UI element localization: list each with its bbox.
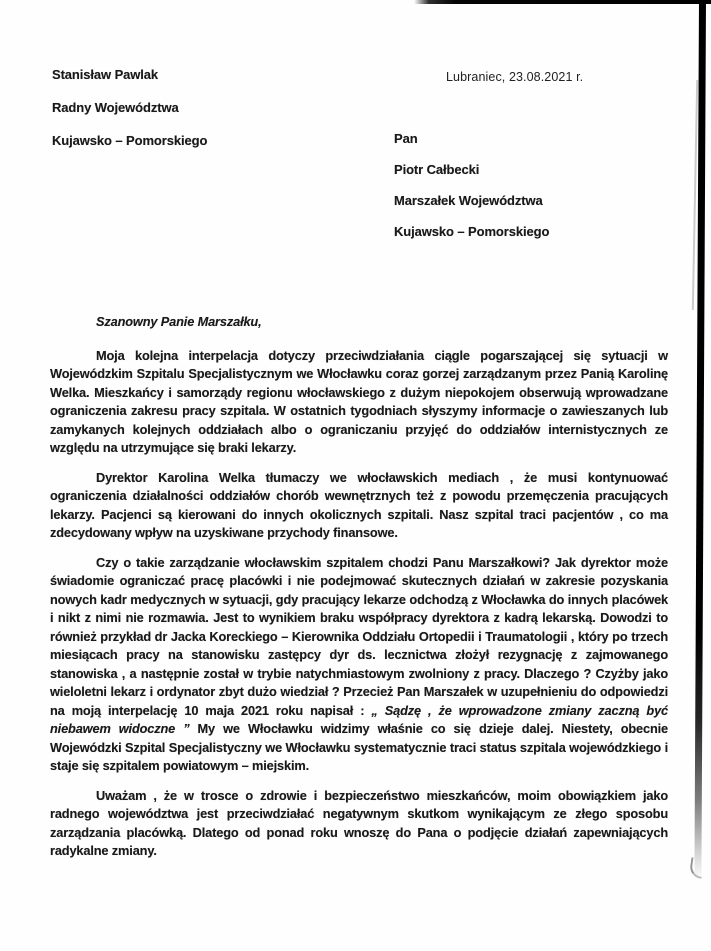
paragraph-3-continuation: My we Włocławku widzimy właśnie co się dzieje dalej. Niestety, obecnie Wojewódzki Szpital Specjalistyczny we Włocławku systematycznie traci status szpitala wojewódzkiego i staje się szpitalem powiatowym – miejskim. — [50, 721, 669, 773]
scan-right-edge-tail-artifact — [689, 857, 705, 879]
sender-name: Stanisław Pawlak — [52, 67, 159, 82]
paragraph-2: Dyrektor Karolina Welka tłumaczy we włocławskich mediach , że musi kontynuować ograniczenia działalności oddziałów chorób wewnętrznych też z powodu przemęczenia pracujących lekarzy. Pacjenci są kierowani do innych okolicznych szpitali. Nasz szpital traci pacjentów , co ma zdecydowany wpływ na uzyskiwane przychody finansowe. — [50, 469, 668, 540]
paragraph-3-text: Czy o takie zarządzanie włocławskim szpitalem chodzi Panu Marszałkowi? Jak dyrektor może świadomie ograniczać pracę placówki i nie podejmować skutecznych działań w zakresie pozyskania nowych kadr medycznych w sytuacji, gdy pracujący lekarze odchodzą z Włocławka do innych placówek i nikt z nimi nie rozmawia. Jest to wynikiem braku współpracy dyrektora z kadrą lekarską. Dowodzi to również przykład dr Jacka Koreckiego – Kierownika Oddziału Ortopedii i Traumatologii , który po trzech miesiącach pracy na stanowisku zastępcy dyr ds. lecznictwa złożył rezygnację z zajmowanego stanowiska , a następnie został w trybie natychmiastowym zwolniony z pracy. Dlaczego ? Czyżby jako wieloletni lekarz i ordynator zbyt dużo wiedział ? Przecież Pan Marszałek w uzupełnieniu do odpowiedzi na moją interpelację 10 maja 2021 roku napisał : — [50, 554, 668, 718]
recipient-role-line1: Marszałek Województwa — [394, 193, 543, 208]
paragraph-4: Uważam , że w trosce o zdrowie i bezpieczeństwo mieszkańców, moim obowiązkiem jako radnego województwa jest przeciwdziałać negatywnym skutkom wynikającym ze złego sposobu zarządzania placówką. Dlatego od ponad roku wnoszę do Pana o podjęcie działań zapewniających radykalne zmiany. — [50, 787, 668, 858]
paragraph-1: Moja kolejna interpelacja dotyczy przeciwdziałania ciągle pogarszającej się sytuacji w Wojewódzkim Szpitalu Specjalistycznym we Włocławku coraz gorzej zarządzanym przez Panią Karolinę Welka. Mieszkańcy i samorządy regionu włocławskiego z dużym niepokojem obserwują wprowadzane ograniczenia zakresu pracy szpitala. W ostatnich tygodniach słyszymy informacje o zawieszanych lub zamykanych kolejnych oddziałach albo o ograniczaniu przyjęć do oddziałów internistycznych ze względu na utrzymujące się braki lekarzy. — [50, 347, 668, 455]
sender-role-line1: Radny Województwa — [52, 100, 179, 115]
recipient-honorific: Pan — [394, 131, 418, 146]
sender-block — [52, 67, 207, 166]
paragraph-3-quote: „ Sądzę , że wprowadzone zmiany zaczną być niebawem widoczne ” — [50, 702, 669, 736]
sender-role-line2: Kujawsko – Pomorskiego — [52, 133, 208, 148]
recipient-role-line2: Kujawsko – Pomorskiego — [394, 224, 550, 239]
letter-body — [50, 313, 668, 872]
scan-top-edge-artifact — [414, 0, 711, 4]
recipient-name: Piotr Całbecki — [394, 162, 480, 177]
salutation: Szanowny Panie Marszałku, — [96, 314, 262, 329]
dateline: Lubraniec, 23.08.2021 r. — [446, 70, 584, 84]
recipient-block — [394, 131, 549, 255]
paragraph-3 — [50, 554, 668, 776]
